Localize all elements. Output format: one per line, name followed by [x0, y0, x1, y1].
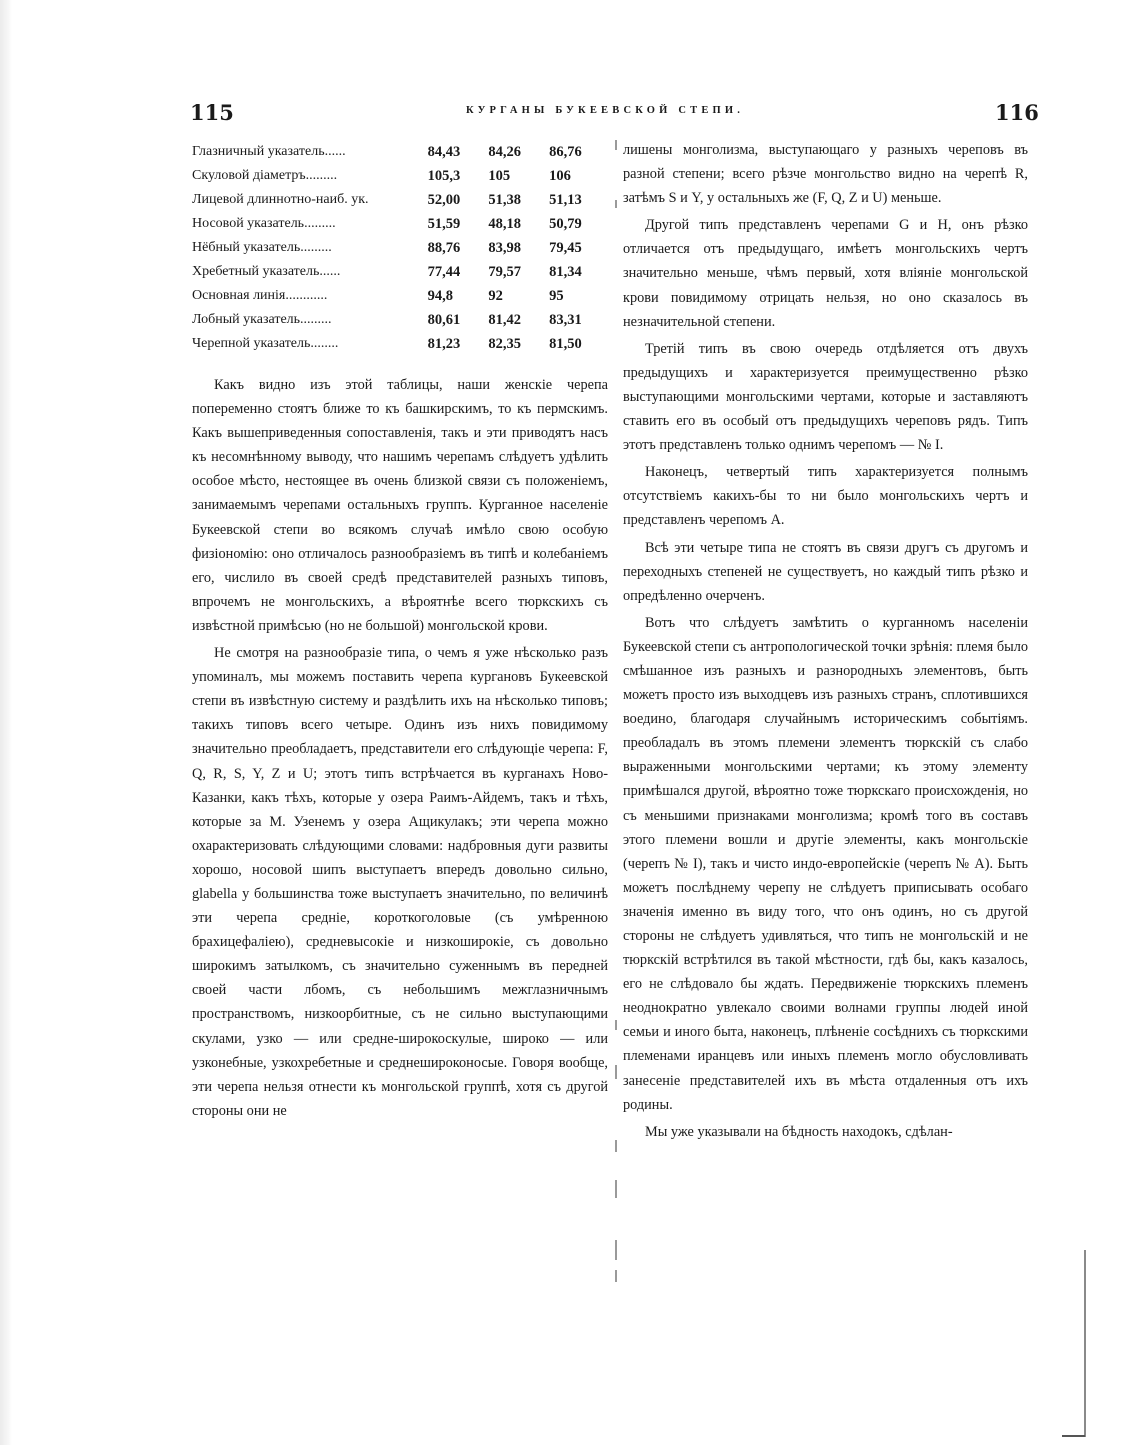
paragraph: Третій типъ въ свою очередь отдѣляется отъ двухъ предыдущихъ и характеризуется преимущественно рѣзко выступающими монгольскими чертами, которые и заставляютъ ставить его въ особый отъ предыдущихъ череповъ рядъ. Типъ этотъ представленъ только однимъ черепомъ — № I. [623, 340, 1028, 454]
table-row [192, 308, 610, 332]
row-value: 51,13 [549, 191, 582, 208]
row-value: 81,42 [488, 311, 521, 328]
row-value: 50,79 [549, 215, 582, 232]
row-label: Основная линія............ [192, 288, 328, 303]
row-label: Скуловой діаметръ......... [192, 168, 338, 183]
scan-frame-line [1062, 1435, 1085, 1437]
paragraph: Не смотря на разнообразіе типа, о чемъ я уже нѣсколько разъ упоминалъ, мы можемъ поставить черепа кургановъ Букеевской степи въ извѣстную систему и раздѣлить ихъ на нѣсколько типовъ; такихъ типовъ всего четыре. Одинъ изъ нихъ повидимому значительно преобладаетъ, представители его слѣдующіе черепа: F, Q, R, S, Y, Z и U; этотъ типъ встрѣчается въ курганахъ Ново-Казанки, какъ тѣхъ, которые у озера Раимъ-Айдемъ, такъ и тѣхъ, которые за М. Узенемъ у озера Ащикулакъ; эти черепа можно охарактеризовать слѣдующими словами: надбровныя дуги развиты хорошо, носовой шипъ выступаетъ впередъ довольно сильно, glabella у большинства тоже выступаетъ значительно, по величинѣ эти черепа средніе, короткоголовые (съ умѣренною брахицефаліею), средневысокіе и низкоширокіе, съ довольно широкимъ затылкомъ, съ значительно суженнымъ въ передней своей части лбомъ, съ небольшимъ межглазничнымъ пространствомъ, низкоорбитные, съ не сильно выступающими скулами, узко — или средне-широкоскулые, широко — или узконебные, узкохребетные и среднешироконосые. Говоря вообще, эти черепа нельзя отнести къ монгольской группѣ, хотя съ другой стороны они не [192, 645, 608, 1119]
row-value: 88,76 [427, 239, 461, 256]
paragraph: Другой типъ представленъ черепами G и H, онъ рѣзко отличается отъ предыдущаго, имѣетъ монгольскихъ чертъ значительно меньше, чѣмъ первый, хотя вліяніе монгольской крови повидимому отрицать нельзя, но оно сказалось въ незначительной степени. [623, 217, 1028, 330]
row-value: 86,76 [549, 143, 582, 160]
table-row [192, 260, 610, 284]
row-value: 82,35 [488, 335, 521, 352]
gutter-scan-marks [615, 140, 617, 1290]
row-value: 95 [549, 287, 564, 304]
left-page-number: 115 [190, 100, 234, 125]
row-label: Лицевой длиннотно-наиб. ук. [192, 192, 369, 207]
table-row [192, 164, 610, 188]
row-value: 84,26 [488, 143, 521, 160]
row-value: 79,45 [549, 239, 582, 256]
right-text-column [623, 138, 1028, 1147]
row-value: 84,43 [427, 143, 461, 160]
row-label: Хребетный указатель...... [192, 264, 341, 279]
paragraph: Вотъ что слѣдуетъ замѣтить о курганномъ населеніи Букеевской степи съ антропологической точки зрѣнія: племя было смѣшанное изъ разныхъ и разнородныхъ элементовъ, быть можетъ просто изъ выходцевъ изъ разныхъ странъ, сплотившихся воедино, благодаря случайнымъ историческимъ событіямъ. преобладалъ въ этомъ племени элементъ тюркскій съ слабо выраженными монгольскими чертами; къ этому элементу примѣшался другой, вѣроятно тоже тюркскаго происхожденія, но съ меньшими признаками монголизма; кромѣ того въ составъ этого племени вошли и другіе элементы, какъ монгольскіе (черепъ № I), такъ и чисто индо-европейскіе (черепъ № A). Быть можетъ послѣднему черепу не слѣдуетъ приписывать особаго значенія именно въ виду того, что онъ одинъ, но съ другой стороны не слѣдуетъ удивляться, что типъ не монгольскій и не тюркскій встрѣтился въ такой мѣстности, гдѣ бы, какъ казалось, его не слѣдовало бы ждать. Передвиженіе тюркскихъ племенъ неоднократно увлекало своими волнами группы людей иной семьи и иного быта, наконецъ, плѣненіе сосѣднихъ съ тюркскими племенами иранцевъ или иныхъ племенъ могло обусловливать занесеніе представителей ихъ въ мѣста отдаленныя отъ ихъ родины. [623, 614, 1028, 1113]
row-label: Глазничный указатель...... [192, 144, 346, 159]
row-value: 80,61 [427, 311, 461, 328]
paragraph: Мы уже указывали на бѣдность находокъ, сдѣлан- [645, 1123, 953, 1140]
scan-frame-line [1084, 1250, 1086, 1437]
row-value: 81,50 [549, 335, 582, 352]
scan-edge-shadow [0, 0, 12, 1445]
table-row [192, 236, 610, 260]
row-label: Нёбный указатель......... [192, 240, 332, 255]
row-value: 51,38 [488, 191, 521, 208]
paragraph: Наконецъ, четвертый типъ характеризуется полнымъ отсутствіемъ какихъ-бы то ни было монгольскихъ чертъ и представленъ черепомъ A. [623, 464, 1028, 529]
row-label: Лобный указатель......... [192, 312, 332, 327]
left-text-column [192, 373, 608, 1126]
table-row [192, 332, 610, 356]
paragraph-continuation: лишены монголизма, выступающаго у разныхъ череповъ въ разной степени; всего рѣзче монгольство видно на черепѣ R, затѣмъ S и Y, у остальныхъ же (F, Q, Z и U) меньше. [623, 142, 1028, 207]
row-value: 81,34 [549, 263, 582, 280]
right-page-number: 116 [995, 100, 1039, 125]
row-label: Черепной указатель........ [192, 336, 339, 351]
running-title: КУРГАНЫ БУКЕЕВСКОЙ СТЕПИ. [466, 105, 745, 116]
row-value: 79,57 [488, 263, 521, 280]
row-value: 83,98 [488, 239, 521, 256]
row-value: 106 [549, 167, 571, 184]
table-row [192, 188, 610, 212]
table-row [192, 284, 610, 308]
row-value: 105 [488, 167, 511, 184]
measurements-table [192, 140, 610, 356]
row-value: 83,31 [549, 311, 582, 328]
table-row [192, 140, 610, 164]
row-value: 92 [488, 287, 503, 304]
row-value: 105,3 [427, 167, 461, 184]
row-value: 94,8 [427, 287, 453, 304]
paragraph: Какъ видно изъ этой таблицы, наши женскіе черепа попеременно стоятъ ближе то къ башкирскимъ, то къ пермскимъ. Какъ вышеприведенныя сопоставленія, такъ и эти приводятъ насъ къ несомнѣнному выводу, что нашимъ черепамъ слѣдуетъ удѣлить особое мѣсто, нестоящее въ очень близкой связи съ положеніемъ, занимаемымъ черепами остальныхъ группъ. Курганное населеніе Букеевской степи во всякомъ случаѣ имѣло свою особую физіономію: оно отличалось разнообразіемъ въ типѣ и колебаніемъ его, числило въ своей средѣ представителей разныхъ типовъ, впрочемъ не монгольскихъ, а вѣроятнѣе всего тюркскихъ съ извѣстной примѣсью (но не большой) монгольской крови. [192, 377, 608, 634]
row-value: 52,00 [427, 191, 461, 208]
paragraph: Всѣ эти четыре типа не стоятъ въ связи другъ съ другомъ и переходныхъ степеней не существуетъ, но каждый типъ рѣзко и опредѣленно очерченъ. [623, 539, 1028, 604]
row-value: 81,23 [427, 335, 461, 352]
row-value: 77,44 [427, 263, 461, 280]
row-label: Носовой указатель......... [192, 216, 336, 231]
row-value: 48,18 [488, 215, 521, 232]
table-row [192, 212, 610, 236]
row-value: 51,59 [427, 215, 461, 232]
